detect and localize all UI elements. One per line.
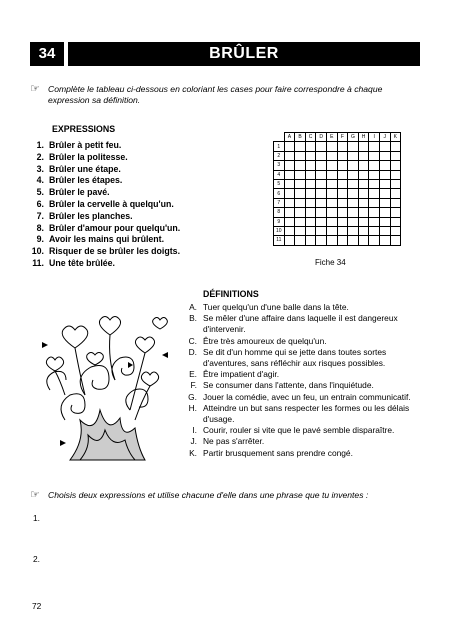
grid-cell[interactable]	[326, 217, 337, 226]
definition-text: Être impatient d'agir.	[203, 369, 280, 380]
grid-cell[interactable]	[326, 226, 337, 235]
expression-text: Brûler la politesse.	[49, 151, 128, 162]
grid-cell[interactable]	[305, 179, 316, 188]
grid-cell[interactable]	[316, 198, 327, 207]
definition-letter: H.	[188, 402, 197, 413]
grid-cell[interactable]	[379, 226, 390, 235]
grid-cell[interactable]	[337, 179, 348, 188]
grid-cell[interactable]	[316, 161, 327, 170]
grid-cell[interactable]	[369, 198, 380, 207]
grid-cell[interactable]	[358, 151, 369, 160]
grid-cell[interactable]	[348, 189, 359, 198]
grid-cell[interactable]	[348, 161, 359, 170]
expression-number: 7.	[36, 210, 44, 221]
grid-cell[interactable]	[284, 226, 295, 235]
expression-number: 5.	[36, 187, 44, 198]
grid-cell[interactable]	[295, 208, 306, 217]
expression-text: Risquer de se brûler les doigts.	[49, 246, 181, 257]
expression-text: Brûler une étape.	[49, 163, 121, 174]
definition-item	[183, 302, 423, 313]
grid-cell[interactable]	[369, 170, 380, 179]
definition-item	[183, 436, 423, 447]
expression-number: 8.	[36, 222, 44, 233]
definition-letter: C.	[188, 335, 197, 346]
grid-cell[interactable]	[295, 170, 306, 179]
definition-item	[183, 369, 423, 380]
grid-cell[interactable]	[295, 151, 306, 160]
grid-cell[interactable]	[284, 236, 295, 245]
instruction-colour-table: Complète le tableau ci-dessous en coloriant les cases pour faire correspondre à chaque expression sa définition.	[48, 84, 383, 105]
grid-cell[interactable]	[358, 198, 369, 207]
page-title: BRÛLER	[68, 42, 420, 66]
definition-item	[183, 425, 423, 436]
grid-cell[interactable]	[348, 142, 359, 151]
expression-text: Brûler les planches.	[49, 210, 133, 221]
grid-cell[interactable]	[390, 198, 401, 207]
grid-cell[interactable]	[295, 217, 306, 226]
definition-text: Atteindre un but sans respecter les formes ou les délais d'usage.	[203, 402, 410, 425]
grid-cell[interactable]	[316, 217, 327, 226]
expression-text: Brûler d'amour pour quelqu'un.	[49, 222, 181, 233]
grid-cell[interactable]	[326, 179, 337, 188]
grid-cell[interactable]	[379, 217, 390, 226]
definition-item	[183, 313, 423, 335]
grid-cell[interactable]	[295, 161, 306, 170]
grid-cell[interactable]	[337, 198, 348, 207]
grid-cell[interactable]	[358, 189, 369, 198]
expression-number: 3.	[36, 163, 44, 174]
grid-column-header: B	[295, 133, 306, 142]
grid-cell[interactable]	[326, 151, 337, 160]
definition-item	[183, 336, 423, 347]
grid-cell[interactable]	[379, 170, 390, 179]
grid-column-header: F	[337, 133, 348, 142]
grid-cell[interactable]	[305, 189, 316, 198]
grid-row-header: 4	[274, 170, 285, 179]
grid-cell[interactable]	[295, 179, 306, 188]
grid-cell[interactable]	[390, 142, 401, 151]
grid-cell[interactable]	[316, 226, 327, 235]
grid-cell[interactable]	[348, 151, 359, 160]
definition-text: Se mêler d'une affaire dans laquelle il est dangereux d'intervenir.	[203, 313, 398, 335]
grid-column-header: E	[326, 133, 337, 142]
definition-text: Courir, rouler si vite que le pavé semble disparaître.	[203, 425, 395, 436]
grid-corner	[274, 133, 285, 142]
grid-cell[interactable]	[379, 179, 390, 188]
expression-text: Avoir les mains qui brûlent.	[49, 234, 165, 245]
grid-cell[interactable]	[369, 217, 380, 226]
grid-cell[interactable]	[369, 189, 380, 198]
definition-item	[183, 392, 423, 403]
grid-cell[interactable]	[348, 236, 359, 245]
grid-cell[interactable]	[379, 142, 390, 151]
grid-cell[interactable]	[305, 208, 316, 217]
grid-column-header: A	[284, 133, 295, 142]
expression-text: Brûler à petit feu.	[49, 140, 122, 150]
expression-item	[25, 175, 215, 187]
exercise-number: 34	[30, 42, 64, 66]
grid-cell[interactable]	[316, 151, 327, 160]
grid-row-header: 2	[274, 151, 285, 160]
definitions-list	[183, 302, 423, 459]
grid-cell[interactable]	[305, 151, 316, 160]
grid-cell[interactable]	[390, 226, 401, 235]
grid-cell[interactable]	[284, 142, 295, 151]
grid-cell[interactable]	[348, 170, 359, 179]
grid-cell[interactable]	[305, 236, 316, 245]
expression-item	[25, 187, 215, 199]
grid-cell[interactable]	[390, 161, 401, 170]
definition-text: Ne pas s'arrêter.	[203, 436, 265, 447]
grid-cell[interactable]	[337, 170, 348, 179]
grid-cell[interactable]	[284, 161, 295, 170]
grid-cell[interactable]	[284, 208, 295, 217]
answer-line-1: 1.	[33, 513, 40, 523]
expression-number: 2.	[36, 151, 44, 162]
grid-row-header: 5	[274, 179, 285, 188]
grid-cell[interactable]	[316, 170, 327, 179]
expression-text: Brûler la cervelle à quelqu'un.	[49, 198, 174, 209]
definition-letter: A.	[189, 302, 197, 312]
pointing-hand-icon: ☞	[30, 83, 40, 95]
grid-row-header: 7	[274, 198, 285, 207]
grid-cell[interactable]	[390, 236, 401, 245]
grid-cell[interactable]	[284, 189, 295, 198]
grid-cell[interactable]	[358, 208, 369, 217]
page-header	[30, 42, 420, 66]
expression-item	[25, 223, 215, 235]
expression-item	[25, 234, 215, 246]
grid-cell[interactable]	[369, 161, 380, 170]
definition-text: Partir brusquement sans prendre congé.	[203, 447, 353, 458]
grid-cell[interactable]	[379, 236, 390, 245]
grid-cell[interactable]	[337, 236, 348, 245]
grid-cell[interactable]	[326, 208, 337, 217]
grid-cell[interactable]	[295, 189, 306, 198]
grid-cell[interactable]	[305, 226, 316, 235]
definition-item	[183, 380, 423, 391]
grid-column-header: J	[379, 133, 390, 142]
definition-letter: D.	[188, 346, 197, 357]
grid-cell[interactable]	[284, 179, 295, 188]
grid-cell[interactable]	[316, 236, 327, 245]
grid-cell[interactable]	[316, 142, 327, 151]
grid-cell[interactable]	[369, 151, 380, 160]
grid-cell[interactable]	[348, 208, 359, 217]
grid-column-header: G	[348, 133, 359, 142]
expression-number: 10.	[31, 246, 44, 257]
grid-cell[interactable]	[348, 179, 359, 188]
grid-cell[interactable]	[284, 217, 295, 226]
definition-text: Se consumer dans l'attente, dans l'inquiétude.	[203, 380, 374, 391]
grid-cell[interactable]	[305, 142, 316, 151]
grid-cell[interactable]	[295, 142, 306, 151]
expression-text: Une tête brûlée.	[49, 257, 115, 268]
definition-text: Se dit d'un homme qui se jette dans toutes sortes d'aventures, sans réfléchir aux risques possibles.	[203, 346, 387, 369]
definition-item	[183, 448, 423, 459]
grid-cell[interactable]	[326, 142, 337, 151]
expression-number: 6.	[36, 198, 44, 209]
definition-text: Être très amoureux de quelqu'un.	[203, 335, 327, 346]
expression-item	[25, 211, 215, 223]
grid-cell[interactable]	[305, 161, 316, 170]
expression-text: Brûler le pavé.	[49, 187, 110, 198]
expression-number: 9.	[36, 234, 44, 245]
grid-cell[interactable]	[337, 208, 348, 217]
grid-cell[interactable]	[379, 208, 390, 217]
grid-cell[interactable]	[379, 189, 390, 198]
grid-cell[interactable]	[326, 161, 337, 170]
grid-cell[interactable]	[316, 189, 327, 198]
grid-column-header: K	[390, 133, 401, 142]
grid-cell[interactable]	[295, 236, 306, 245]
grid-row-header: 11	[274, 236, 285, 245]
expression-item	[25, 164, 215, 176]
expression-item	[25, 140, 215, 152]
grid-cell[interactable]	[358, 217, 369, 226]
page-number: 72	[32, 601, 42, 611]
grid-cell[interactable]	[295, 226, 306, 235]
grid-cell[interactable]	[390, 189, 401, 198]
grid-cell[interactable]	[358, 170, 369, 179]
grid-cell[interactable]	[348, 226, 359, 235]
grid-cell[interactable]	[316, 208, 327, 217]
grid-cell[interactable]	[337, 142, 348, 151]
grid-cell[interactable]	[316, 179, 327, 188]
definition-letter: B.	[189, 313, 197, 324]
definition-letter: G.	[188, 391, 197, 402]
grid-cell[interactable]	[369, 142, 380, 151]
grid-cell[interactable]	[390, 151, 401, 160]
grid-cell[interactable]	[305, 217, 316, 226]
grid-cell[interactable]	[348, 198, 359, 207]
grid-cell[interactable]	[305, 198, 316, 207]
grid-column-header: H	[358, 133, 369, 142]
grid-cell[interactable]	[369, 236, 380, 245]
expression-text: Brûler les étapes.	[49, 175, 123, 186]
definition-letter: I.	[192, 425, 197, 436]
grid-cell[interactable]	[337, 151, 348, 160]
grid-cell[interactable]	[337, 161, 348, 170]
definition-item	[183, 403, 423, 425]
grid-cell[interactable]	[358, 161, 369, 170]
expression-item	[25, 199, 215, 211]
definition-letter: F.	[190, 380, 197, 391]
expression-item	[25, 258, 215, 270]
grid-cell[interactable]	[390, 217, 401, 226]
expressions-heading: EXPRESSIONS	[52, 124, 116, 134]
grid-row-header: 8	[274, 208, 285, 217]
grid-row-header: 3	[274, 161, 285, 170]
grid-row-header: 6	[274, 189, 285, 198]
grid-row-header: 10	[274, 226, 285, 235]
grid-cell[interactable]	[369, 226, 380, 235]
fiche-label: Fiche 34	[315, 258, 346, 267]
instruction-write-sentences: Choisis deux expressions et utilise chacune d'elle dans une phrase que tu inventes :	[48, 490, 369, 500]
definition-letter: E.	[189, 369, 197, 380]
grid-cell[interactable]	[358, 179, 369, 188]
grid-cell[interactable]	[337, 226, 348, 235]
answer-line-2: 2.	[33, 554, 40, 564]
definition-letter: J.	[190, 436, 197, 447]
expressions-list	[25, 140, 215, 270]
expression-number: 1.	[36, 140, 44, 150]
expression-item	[25, 152, 215, 164]
grid-cell[interactable]	[390, 170, 401, 179]
grid-cell[interactable]	[390, 179, 401, 188]
grid-cell[interactable]	[390, 208, 401, 217]
grid-column-header: C	[305, 133, 316, 142]
grid-cell[interactable]	[326, 170, 337, 179]
grid-cell[interactable]	[358, 226, 369, 235]
expression-number: 11.	[32, 257, 44, 268]
grid-column-header: D	[316, 133, 327, 142]
pointing-hand-icon: ☞	[30, 489, 40, 501]
definition-text: Jouer la comédie, avec un feu, un entrain communicatif.	[203, 391, 411, 402]
grid-cell[interactable]	[284, 170, 295, 179]
grid-cell[interactable]	[348, 217, 359, 226]
grid-cell[interactable]	[379, 151, 390, 160]
grid-cell[interactable]	[284, 198, 295, 207]
grid-cell[interactable]	[358, 236, 369, 245]
burning-hearts-illustration	[30, 300, 180, 470]
grid-cell[interactable]	[295, 198, 306, 207]
grid-cell[interactable]	[337, 217, 348, 226]
definition-item	[183, 347, 423, 369]
definitions-heading: DÉFINITIONS	[203, 289, 259, 299]
grid-cell[interactable]	[326, 198, 337, 207]
grid-row-header: 9	[274, 217, 285, 226]
definition-text: Tuer quelqu'un d'une balle dans la tête.	[203, 302, 349, 312]
grid-cell[interactable]	[326, 189, 337, 198]
grid-cell[interactable]	[284, 151, 295, 160]
grid-cell[interactable]	[358, 142, 369, 151]
grid-cell[interactable]	[379, 161, 390, 170]
expression-number: 4.	[36, 175, 44, 186]
grid-cell[interactable]	[369, 179, 380, 188]
grid-cell[interactable]	[379, 198, 390, 207]
grid-cell[interactable]	[337, 189, 348, 198]
expression-item	[25, 246, 215, 258]
grid-row-header: 1	[274, 142, 285, 151]
matching-grid	[273, 132, 401, 246]
grid-cell[interactable]	[305, 170, 316, 179]
definition-letter: K.	[189, 447, 197, 458]
grid-cell[interactable]	[369, 208, 380, 217]
grid-cell[interactable]	[326, 236, 337, 245]
grid-column-header: I	[369, 133, 380, 142]
